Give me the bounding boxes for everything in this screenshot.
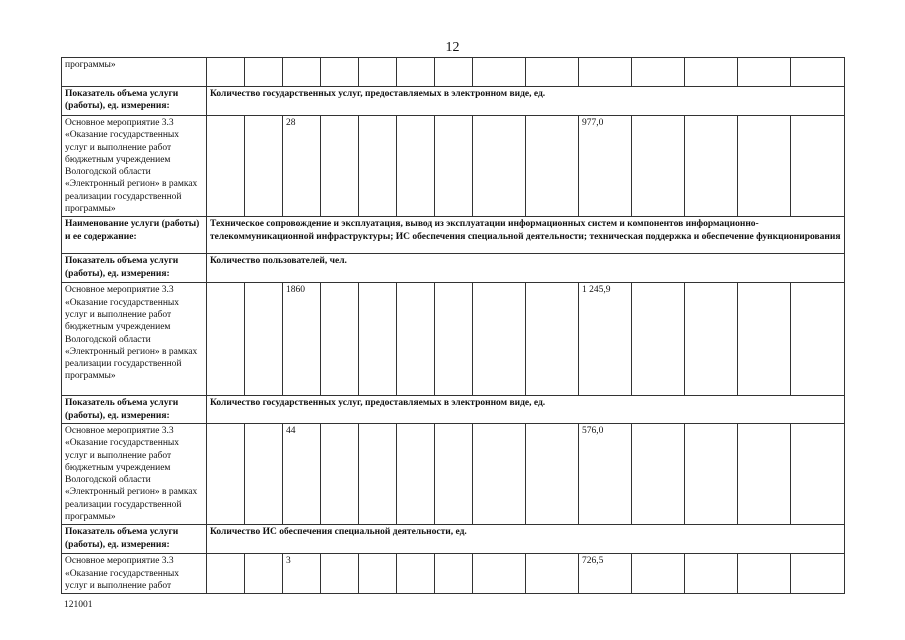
table-row [62, 396, 845, 424]
volume-indicator-label: Показатель объема услуги (работы), ед. измерения: [62, 87, 207, 116]
table-row [62, 283, 845, 396]
service-name-label: Наименование услуги (работы) и ее содержание: [62, 217, 207, 254]
table-row [62, 525, 845, 554]
volume-indicator-label: Показатель объема услуги (работы), ед. измерения: [62, 254, 207, 283]
table-row [62, 217, 845, 254]
table-row [62, 116, 845, 217]
volume-indicator-label: Показатель объема услуги (работы), ед. измерения: [62, 525, 207, 554]
volume-indicator-value: Количество государственных услуг, предоставляемых в электронном виде, ед. [207, 87, 845, 116]
activity-cell: Основное мероприятие 3.3 «Оказание государственных услуг и выполнение работ бюджетным учреждением Вологодской области «Электронный регион» в рамках реализации государственной программы» [62, 283, 207, 396]
service-name-value: Техническое сопровождение и эксплуатация, вывод из эксплуатации информационных систем и компонентов информационно-телекоммуникационной инфраструктуры; ИС обеспечения специальной деятельности; техническая поддержка и обеспечение функционирования [207, 217, 845, 254]
volume-indicator-value: Количество пользователей, чел. [207, 254, 845, 283]
volume-indicator-value: Количество государственных услуг, предоставляемых в электронном виде, ед. [207, 396, 845, 424]
amount-value: 1 245,9 [579, 283, 632, 396]
table-row [62, 58, 845, 87]
volume-value: 3 [283, 554, 321, 594]
volume-value: 44 [283, 423, 321, 524]
activity-cell: Основное мероприятие 3.3 «Оказание государственных услуг и выполнение работ бюджетным учреждением Вологодской области «Электронный регион» в рамках реализации государственной программы» [62, 116, 207, 217]
table-row [62, 554, 845, 594]
table-row [62, 254, 845, 283]
state-task-table [61, 57, 845, 594]
volume-indicator-value: Количество ИС обеспечения специальной деятельности, ед. [207, 525, 845, 554]
document-code: 121001 [64, 600, 93, 610]
amount-value: 576,0 [579, 423, 632, 524]
table-row [62, 87, 845, 116]
volume-value: 28 [283, 116, 321, 217]
table-row [62, 423, 845, 524]
amount-value: 977,0 [579, 116, 632, 217]
amount-value: 726,5 [579, 554, 632, 594]
volume-value: 1860 [283, 283, 321, 396]
volume-indicator-label: Показатель объема услуги (работы), ед. измерения: [62, 396, 207, 424]
continuation-cell: программы» [62, 58, 207, 87]
page-number: 12 [445, 40, 460, 55]
activity-cell: Основное мероприятие 3.3 «Оказание государственных услуг и выполнение работ [62, 554, 207, 594]
activity-cell: Основное мероприятие 3.3 «Оказание государственных услуг и выполнение работ бюджетным учреждением Вологодской области «Электронный регион» в рамках реализации государственной программы» [62, 423, 207, 524]
